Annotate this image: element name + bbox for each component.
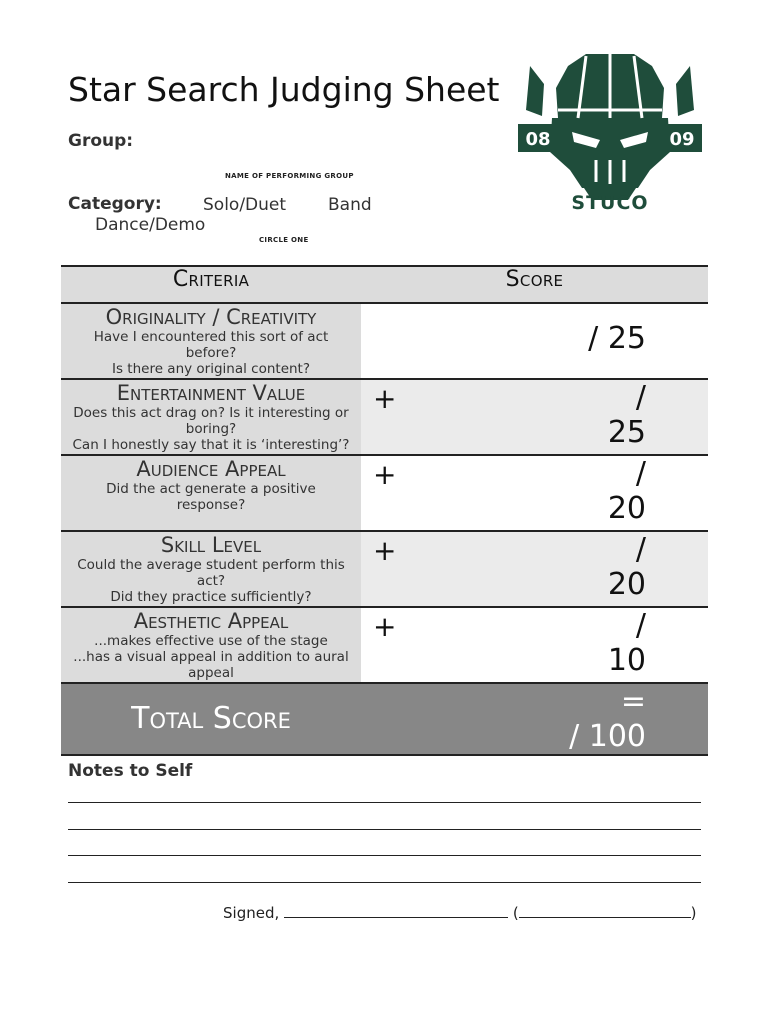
logo-number-left: 08 (525, 129, 551, 150)
signature-line[interactable] (284, 903, 508, 918)
plus-sign: + (373, 534, 397, 567)
score-max: / 25 (607, 380, 646, 450)
criteria-desc-line: response? (176, 497, 246, 513)
score-header: Score (361, 266, 708, 303)
notes-title: Notes to Self (68, 761, 193, 781)
criteria-row-entertainment (61, 379, 708, 455)
notes-line[interactable] (68, 882, 701, 883)
open-paren: ( (512, 904, 519, 922)
plus-sign: + (373, 610, 397, 643)
plus-sign: + (373, 458, 397, 491)
category-label: Category: (68, 194, 162, 214)
criteria-title: Originality / Creativity (105, 305, 317, 329)
category-option-solo-duet[interactable]: Solo/Duet (203, 195, 287, 215)
score-cell[interactable] (361, 531, 708, 607)
notes-line[interactable] (68, 802, 701, 803)
criteria-desc-line: Does this act drag on? Is it interesting or (73, 405, 349, 421)
score-max: / 20 (607, 456, 646, 526)
criteria-desc-line: Can I honestly say that it is ‘interesting’? (72, 437, 350, 453)
category-option-band[interactable]: Band (328, 195, 372, 215)
plus-sign: + (373, 382, 397, 415)
stuco-logo (512, 48, 708, 218)
criteria-desc-line: ...makes effective use of the stage (94, 633, 328, 649)
total-row (61, 683, 708, 755)
criteria-desc-line: Could the average student perform this (77, 557, 345, 573)
signed-label: Signed, (223, 904, 280, 922)
criteria-desc-line: ...has a visual appeal in addition to aural (73, 649, 349, 665)
score-cell[interactable] (361, 607, 708, 683)
criteria-desc-line: boring? (185, 421, 237, 437)
group-caption: NAME OF PERFORMING GROUP (225, 172, 354, 180)
score-max: / 10 (607, 608, 646, 678)
criteria-row-originality (61, 303, 708, 379)
total-score-max: = / 100 (569, 684, 646, 754)
criteria-title: Aesthetic Appeal (133, 609, 289, 633)
score-cell[interactable] (361, 455, 708, 531)
signature-row (223, 903, 697, 922)
table-header-row (61, 266, 708, 303)
signature-date-line[interactable] (519, 903, 691, 918)
logo-wordmark: STUCO (571, 192, 649, 214)
score-max: / 25 (588, 321, 646, 356)
criteria-desc-line: Did they practice sufficiently? (110, 589, 312, 605)
criteria-row-skill (61, 531, 708, 607)
close-paren: ) (690, 904, 697, 922)
criteria-row-aesthetic (61, 607, 708, 683)
criteria-title: Entertainment Value (116, 381, 306, 405)
score-cell[interactable] (361, 303, 708, 379)
group-label: Group: (68, 131, 134, 151)
score-max: / 20 (607, 532, 646, 602)
notes-line[interactable] (68, 855, 701, 856)
logo-number-right: 09 (669, 129, 695, 150)
criteria-desc-line: Did the act generate a positive (106, 481, 316, 497)
total-score-label: Total Score (131, 701, 291, 736)
criteria-desc-line: appeal (188, 665, 234, 681)
category-option-dance-demo[interactable]: Dance/Demo (95, 215, 206, 235)
judging-table (61, 265, 708, 756)
total-score-cell[interactable] (361, 683, 708, 755)
criteria-title: Skill Level (160, 533, 262, 557)
criteria-title: Audience Appeal (136, 457, 286, 481)
criteria-desc-line: Have I encountered this sort of act (93, 329, 329, 345)
page-title: Star Search Judging Sheet (68, 70, 500, 109)
criteria-row-audience (61, 455, 708, 531)
criteria-desc-line: act? (196, 573, 226, 589)
criteria-desc-line: before? (185, 345, 237, 361)
category-caption: CIRCLE ONE (259, 236, 309, 244)
notes-line[interactable] (68, 829, 701, 830)
score-cell[interactable] (361, 379, 708, 455)
criteria-header: Criteria (61, 266, 361, 303)
criteria-desc-line: Is there any original content? (111, 361, 311, 377)
